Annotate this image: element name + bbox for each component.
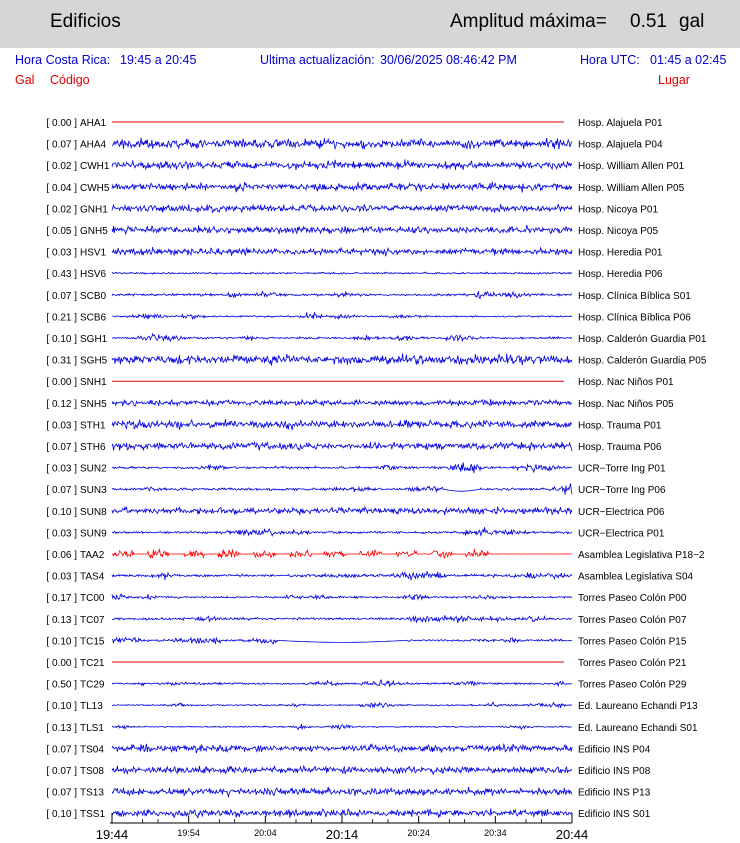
station-code: AHA1 — [80, 118, 107, 129]
station-code: SUN9 — [80, 528, 107, 540]
station-trace — [112, 638, 572, 645]
station-gal-value: [ 0.07 ] — [46, 139, 77, 151]
station-gal-value: [ 0.07 ] — [46, 485, 77, 497]
station-place: UCR−Torre Ing P06 — [578, 485, 666, 497]
station-gal-value: [ 0.43 ] — [46, 269, 77, 281]
station-gal-value: [ 0.10 ] — [46, 701, 77, 713]
station-place: Hosp. Calderón Guardia P01 — [578, 334, 707, 345]
station-trace — [112, 204, 572, 213]
station-code: AHA4 — [80, 139, 107, 151]
station-gal-value: [ 0.00 ] — [46, 118, 77, 129]
station-place: Hosp. Nac Niños P05 — [578, 398, 674, 410]
amplitude-label: Amplitud máxima= — [450, 11, 607, 32]
cr-time-range: 19:45 a 20:45 — [120, 53, 197, 67]
station-trace — [112, 766, 572, 775]
station-trace — [112, 462, 572, 473]
station-place: Hosp. Calderón Guardia P05 — [578, 355, 707, 367]
station-code: SNH1 — [80, 377, 107, 389]
station-place: Hosp. Alajuela P01 — [578, 118, 663, 129]
update-label: Ultima actualización: — [260, 53, 375, 67]
station-gal-value: [ 0.07 ] — [46, 744, 77, 756]
station-place: Hosp. Alajuela P04 — [578, 139, 663, 151]
station-code: HSV1 — [80, 247, 107, 259]
station-trace — [112, 399, 572, 406]
station-code: SCB0 — [80, 290, 107, 302]
time-tick-label: 20:24 — [407, 828, 430, 838]
station-trace — [112, 247, 572, 256]
station-code: SNH5 — [80, 398, 107, 410]
station-gal-value: [ 0.31 ] — [46, 355, 77, 367]
utc-time-label: Hora UTC: — [580, 53, 640, 67]
station-gal-value: [ 0.03 ] — [46, 247, 77, 259]
time-tick-label: 19:54 — [177, 828, 200, 838]
station-trace — [112, 138, 572, 150]
time-tick-label: 20:34 — [484, 828, 507, 838]
station-gal-value: [ 0.07 ] — [46, 766, 77, 777]
amplitude-unit: gal — [679, 11, 705, 32]
station-code: SCB6 — [80, 312, 107, 324]
station-gal-value: [ 0.13 ] — [46, 614, 77, 626]
station-code: SUN8 — [80, 506, 107, 518]
station-code: STH1 — [80, 420, 106, 432]
station-code: STH6 — [80, 442, 106, 453]
station-gal-value: [ 0.10 ] — [46, 506, 77, 518]
station-place: Hosp. Clínica Bíblica S01 — [578, 290, 691, 302]
station-place: Hosp. Heredia P01 — [578, 247, 663, 259]
station-trace — [112, 507, 572, 516]
station-gal-value: [ 0.07 ] — [46, 442, 77, 453]
station-place: Hosp. William Allen P05 — [578, 182, 685, 194]
station-trace — [112, 549, 572, 558]
station-place: Torres Paseo Colón P21 — [578, 658, 687, 669]
page-title: Edificios — [50, 11, 121, 32]
time-tick-label: 20:14 — [325, 827, 359, 842]
time-tick-label: 20:44 — [555, 827, 589, 842]
station-code: TC15 — [80, 636, 105, 648]
station-gal-value: [ 0.12 ] — [46, 398, 77, 410]
station-trace — [112, 312, 572, 319]
station-gal-value: [ 0.02 ] — [46, 161, 77, 173]
station-code: TAA2 — [80, 550, 105, 561]
station-trace — [112, 615, 572, 623]
station-gal-value: [ 0.21 ] — [46, 312, 77, 324]
station-gal-value: [ 0.06 ] — [46, 550, 77, 561]
station-gal-value: [ 0.13 ] — [46, 722, 77, 734]
station-place: Edificio INS P04 — [578, 744, 651, 756]
station-trace — [112, 527, 572, 536]
station-gal-value: [ 0.10 ] — [46, 809, 77, 821]
station-gal-value: [ 0.02 ] — [46, 204, 77, 216]
station-place: Hosp. Trauma P01 — [578, 420, 662, 432]
station-trace — [112, 787, 572, 797]
station-trace — [112, 744, 572, 753]
station-code: TAS4 — [80, 571, 105, 583]
station-code: TC21 — [80, 658, 105, 669]
station-gal-value: [ 0.03 ] — [46, 463, 77, 475]
station-code: SUN3 — [80, 485, 107, 497]
utc-time-range: 01:45 a 02:45 — [650, 53, 727, 67]
station-trace — [112, 334, 572, 341]
station-trace — [112, 159, 572, 170]
station-code: CWH1 — [80, 161, 110, 173]
station-gal-value: [ 0.07 ] — [46, 290, 77, 302]
column-code-header: Código — [50, 73, 90, 87]
station-gal-value: [ 0.07 ] — [46, 787, 77, 799]
time-tick-label: 20:04 — [254, 828, 277, 838]
column-gal-header: Gal — [15, 73, 35, 87]
station-code: TC07 — [80, 614, 105, 626]
station-place: UCR−Electrica P01 — [578, 528, 665, 540]
cr-time-label: Hora Costa Rica: — [15, 53, 111, 67]
station-code: GNH5 — [80, 226, 108, 237]
station-place: Hosp. Clínica Bíblica P06 — [578, 312, 691, 324]
station-place: UCR−Electrica P06 — [578, 506, 665, 518]
station-gal-value: [ 0.17 ] — [46, 593, 77, 605]
station-place: Torres Paseo Colón P29 — [578, 679, 687, 691]
station-place: Asamblea Legislativa S04 — [578, 571, 694, 583]
station-code: TC29 — [80, 679, 105, 691]
amplitude-value: 0.51 — [630, 11, 667, 32]
station-place: Hosp. Heredia P06 — [578, 269, 663, 281]
station-code: TSS1 — [80, 809, 106, 821]
station-place: Torres Paseo Colón P00 — [578, 593, 687, 605]
station-place: Edificio INS P08 — [578, 766, 651, 777]
station-gal-value: [ 0.10 ] — [46, 636, 77, 648]
station-gal-value: [ 0.03 ] — [46, 571, 77, 583]
station-trace — [112, 353, 572, 365]
station-code: CWH5 — [80, 182, 110, 194]
station-trace — [112, 680, 572, 686]
station-trace — [112, 571, 572, 580]
station-place: Hosp. William Allen P01 — [578, 161, 685, 173]
station-gal-value: [ 0.00 ] — [46, 377, 77, 389]
station-place: Hosp. Nicoya P01 — [578, 204, 659, 216]
station-place: Asamblea Legislativa P18−2 — [578, 550, 705, 561]
station-trace — [112, 225, 572, 234]
station-trace — [112, 724, 572, 730]
station-code: TC00 — [80, 593, 105, 605]
station-place: Edificio INS S01 — [578, 809, 651, 821]
station-trace — [112, 442, 572, 451]
station-code: TS04 — [80, 744, 104, 756]
station-place: Hosp. Trauma P06 — [578, 442, 662, 453]
station-gal-value: [ 0.50 ] — [46, 679, 77, 691]
station-place: Edificio INS P13 — [578, 787, 651, 799]
station-trace — [112, 272, 572, 274]
station-code: TS13 — [80, 787, 104, 799]
station-place: Torres Paseo Colón P15 — [578, 636, 687, 648]
station-code: TS08 — [80, 766, 104, 777]
station-place: Hosp. Nicoya P05 — [578, 226, 659, 237]
station-code: SGH1 — [80, 334, 108, 345]
station-code: SGH5 — [80, 355, 108, 367]
station-trace — [112, 702, 572, 708]
station-place: Torres Paseo Colón P07 — [578, 614, 687, 626]
station-gal-value: [ 0.05 ] — [46, 226, 77, 237]
station-place: Ed. Laureano Echandi S01 — [578, 722, 698, 734]
station-gal-value: [ 0.04 ] — [46, 182, 77, 194]
time-tick-label: 19:44 — [95, 827, 129, 842]
station-trace — [112, 594, 572, 600]
station-trace — [112, 484, 572, 495]
station-trace — [112, 291, 572, 298]
station-code: TLS1 — [80, 722, 104, 734]
station-code: GNH1 — [80, 204, 108, 216]
update-value: 30/06/2025 08:46:42 PM — [380, 53, 517, 67]
station-code: SUN2 — [80, 463, 107, 475]
station-place: UCR−Torre Ing P01 — [578, 463, 666, 475]
station-trace — [112, 419, 572, 430]
station-code: TL13 — [80, 701, 103, 713]
station-place: Hosp. Nac Niños P01 — [578, 377, 674, 389]
station-trace — [112, 182, 572, 193]
station-gal-value: [ 0.00 ] — [46, 658, 77, 669]
station-gal-value: [ 0.03 ] — [46, 528, 77, 540]
station-place: Ed. Laureano Echandi P13 — [578, 701, 698, 713]
column-place-header: Lugar — [658, 73, 690, 87]
station-code: HSV6 — [80, 269, 107, 281]
station-gal-value: [ 0.10 ] — [46, 334, 77, 345]
station-gal-value: [ 0.03 ] — [46, 420, 77, 432]
